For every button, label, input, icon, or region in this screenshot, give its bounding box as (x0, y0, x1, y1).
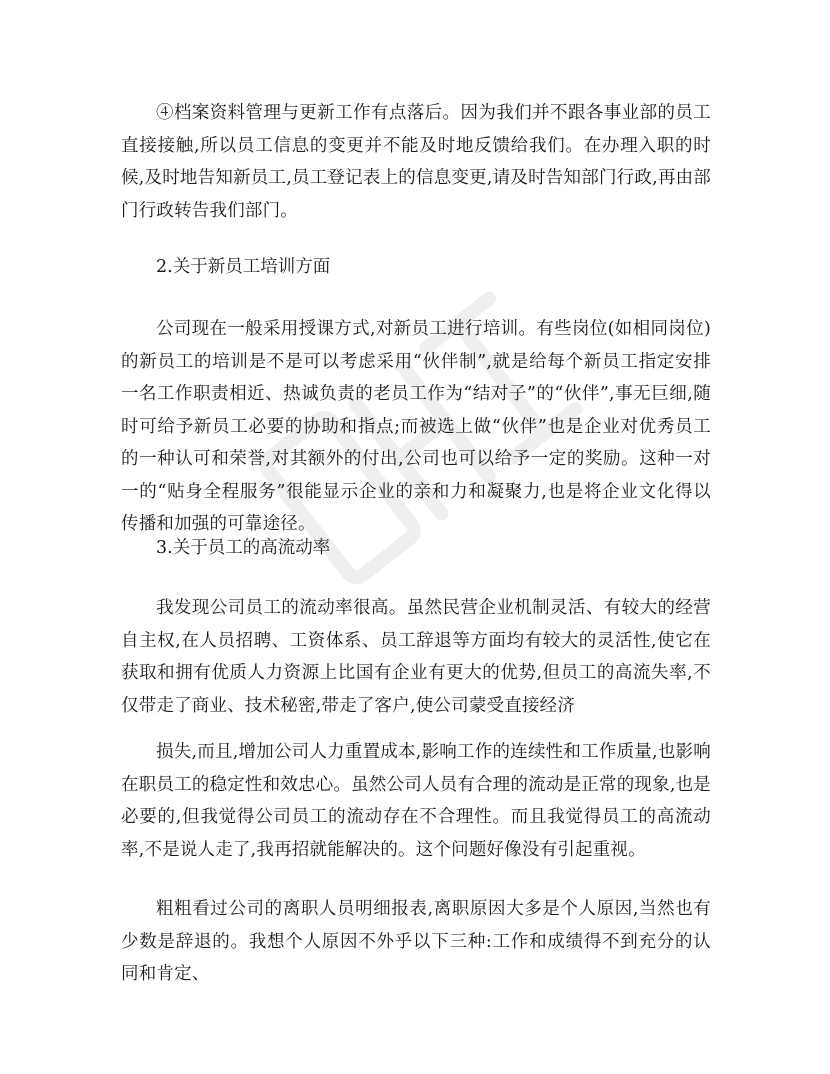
section-heading-high-turnover: 3.关于员工的高流动率 (156, 538, 331, 558)
paragraph-training-buddy-system: 公司现在一般采用授课方式,对新员工进行培训。有些岗位(如相同岗位)的新员工的培训是不是可以考虑采用“伙伴制”,就是给每个新员工指定安排一名工作职责相近、热诚负责的老员工作为“结对子”的“伙伴”,事无巨细,随时可给予新员工必要的协助和指点;而被选上做“伙伴”也是企业对优秀员工的一种认可和荣誉,对其额外的付出,公司也可以给予一定的奖励。这种一对一的“贴身全程服务”很能显示企业的亲和力和凝聚力,也是将企业文化得以传播和加强的可靠途径。 (121, 319, 711, 534)
paragraph-archive-management: ④档案资料管理与更新工作有点落后。因为我们并不跟各事业部的员工直接接触,所以员工信息的变更并不能及时地反馈给我们。在办理入职的时候,及时地告知新员工,员工登记表上的信息变更,请及时告知部门行政,再由部门行政转告我们部门。 (121, 103, 711, 221)
paragraph-turnover-observation: 我发现公司员工的流动率很高。虽然民营企业机制灵活、有较大的经营自主权,在人员招聘、工资体系、员工辞退等方面均有较大的灵活性,使它在获取和拥有优质人力资源上比国有企业有更大的优势,但员工的高流失率,不仅带走了商业、技术秘密,带走了客户,使公司蒙受直接经济 (121, 598, 711, 716)
section-heading-new-employee-training: 2.关于新员工培训方面 (156, 257, 331, 277)
paragraph-turnover-impact: 损失,而且,增加公司人力重置成本,影响工作的连续性和工作质量,也影响在职员工的稳定性和效忠心。虽然公司人员有合理的流动是正常的现象,也是必要的,但我觉得公司员工的流动存在不合理性。而且我觉得员工的高流动率,不是说人走了,我再招就能解决的。这个问题好像没有引起重视。 (121, 742, 711, 860)
paragraph-resignation-reasons: 粗粗看过公司的离职人员明细报表,离职原因大多是个人原因,当然也有少数是辞退的。我想个人原因不外乎以下三种:工作和成绩得不到充分的认同和肯定、 (121, 899, 711, 984)
